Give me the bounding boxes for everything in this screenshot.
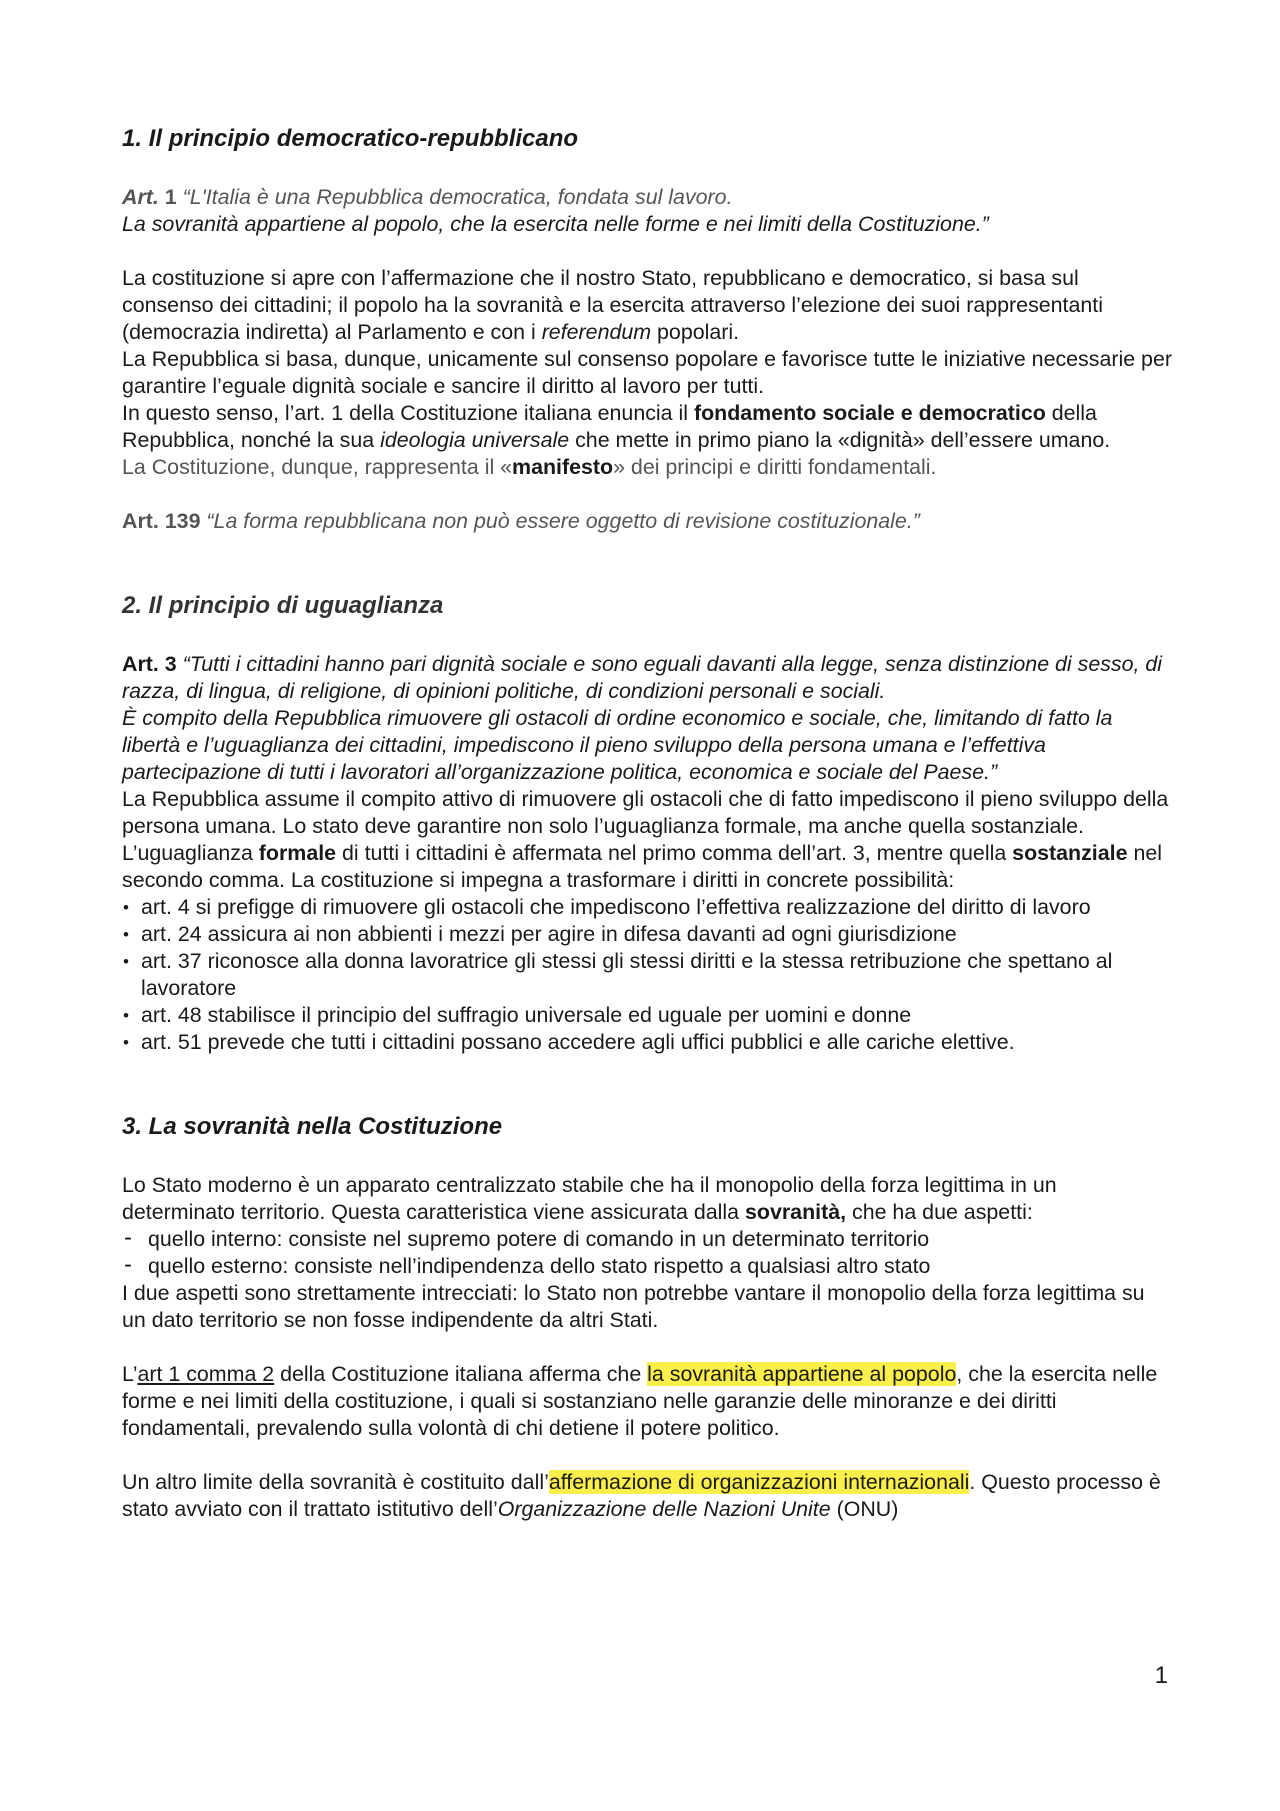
text-span: della Repubblica, nonché la sua [122,401,1097,452]
art-3-text: “Tutti i cittadini hanno pari dignità sociale e sono eguali davanti alla legge, senza distinzione di sesso, di razza, di lingua, di religione, di opinioni politiche, di condizioni personali e sociali. [122,652,1163,703]
section-3-paragraph-3 [122,1361,1172,1442]
art-1-label-prefix: Art. [122,185,159,209]
list-item: • art. 24 assicura ai non abbienti i mezzi per agire in difesa davanti ad ogni giurisdizione [122,921,1172,948]
section-1-title: 1. Il principio democratico-repubblicano [122,125,579,152]
bold-term: sostanziale [1012,841,1128,865]
text-span: La costituzione si apre con l’affermazione che il nostro Stato, repubblicano e democratico, si basa sul consenso dei cittadini; il popolo ha la sovranità e la esercita attraverso l’elezione dei suoi rappresentanti (democrazia indiretta) al Parlamento e con i [122,266,1103,344]
art-3-quote-2: È compito della Repubblica rimuovere gli ostacoli di ordine economico e sociale, che, limitando di fatto la libertà e l’uguaglianza dei cittadini, impediscono il pieno sviluppo della persona umana e l’effettiva partecipazione di tutti i lavoratori all’organizzazione politica, economica e sociale del Paese.” [122,706,1113,784]
text-span: della Costituzione italiana afferma che [274,1362,648,1386]
section-1-paragraph-3 [122,400,1172,454]
italic-term: ideologia universale [380,428,570,452]
art-1-quote-line1: “L'Italia è una Repubblica democratica, fondata sul lavoro. [182,185,733,209]
list-item: • art. 4 si prefigge di rimuovere gli ostacoli che impediscono l’effettiva realizzazione del diritto di lavoro [122,894,1172,921]
section-1-paragraph-1 [122,265,1172,346]
text-span: di tutti i cittadini è affermata nel primo comma dell’art. 3, mentre quella [336,841,1013,865]
articles-bullet-list [122,894,1172,1056]
section-2-paragraph-2 [122,840,1172,894]
bold-term: fondamento sociale e democratico [693,401,1046,425]
italic-term: Organizzazione delle Nazioni Unite [497,1497,831,1521]
art-1-quote-line2: La sovranità appartiene al popolo, che la esercita nelle forme e nei limiti della Costituzione.” [122,212,989,236]
art-3-label: Art. 3 [122,652,177,676]
highlighted-text: affermazione di organizzazioni internazionali [548,1470,970,1494]
bold-term: manifesto [512,455,614,479]
list-item: • art. 51 prevede che tutti i cittadini possano accedere agli uffici pubblici e alle cariche elettive. [122,1029,1172,1056]
bold-term: formale [258,841,337,865]
referendum-term: referendum [541,320,652,344]
text-span: » dei principi e diritti fondamentali. [613,455,937,479]
text-span: In questo senso, l’art. 1 della Costituzione italiana enuncia il [122,401,694,425]
art-139-text: “La forma repubblicana non può essere oggetto di revisione costituzionale.” [200,509,920,533]
list-item: • art. 48 stabilisce il principio del suffragio universale ed uguale per uomini e donne [122,1002,1172,1029]
text-span: che ha due aspetti: [846,1200,1033,1224]
art-139-label: Art. 139 [122,509,201,533]
text-span: La Costituzione, dunque, rappresenta il « [122,455,513,479]
text-span: . Questo processo è stato avviato con il trattato istitutivo dell’ [122,1470,1161,1521]
text-span: Un altro limite della sovranità è costituito dall’ [122,1470,549,1494]
art-3-quote [122,651,1172,705]
bold-term: sovranità, [745,1200,847,1224]
art-139-quote [122,508,1172,535]
text-span: Lo Stato moderno è un apparato centralizzato stabile che ha il monopolio della forza legittima in un determinato territorio. Questa caratteristica viene assicurata dalla [122,1173,1057,1224]
text-span: , che la esercita nelle forme e nei limiti della costituzione, i quali si sostanziano nelle garanzie delle minoranze e dei diritti fondamentali, prevalendo sulla volontà di chi detiene il potere politico. [122,1362,1158,1440]
text-span: (ONU) [830,1497,899,1521]
sovereignty-aspects-list [122,1226,1172,1280]
document-page [122,118,1172,1523]
section-3-title: 3. La sovranità nella Costituzione [122,1113,503,1140]
highlighted-text: la sovranità appartiene al popolo [647,1362,957,1386]
section-2-paragraph-1: La Repubblica assume il compito attivo di rimuovere gli ostacoli che di fatto impediscono il pieno sviluppo della persona umana. Lo stato deve garantire non solo l’uguaglianza formale, ma anche quella sostanziale. [122,787,1169,838]
section-3-paragraph-4 [122,1469,1172,1523]
art-1-label-num: 1 [158,185,183,209]
list-item: - quello interno: consiste nel supremo potere di comando in un determinato territorio [122,1226,1172,1253]
list-item: - quello esterno: consiste nell’indipendenza dello stato rispetto a qualsiasi altro stato [122,1253,1172,1280]
section-1-paragraph-2: La Repubblica si basa, dunque, unicamente sul consenso popolare e favorisce tutte le iniziative necessarie per garantire l’eguale dignità sociale e sancire il diritto al lavoro per tutti. [122,347,1172,398]
text-span: L’uguaglianza [122,841,259,865]
text-span: popolari. [651,320,740,344]
section-1-paragraph-4 [122,454,1172,481]
art-1-quote [122,184,1172,211]
section-2-title: 2. Il principio di uguaglianza [122,592,444,619]
text-span: nel secondo comma. La costituzione si impegna a trasformare i diritti in concrete possibilità: [122,841,1162,892]
underlined-reference: art 1 comma 2 [137,1362,275,1386]
page-number: 1 [1154,1662,1168,1689]
text-span: L’ [122,1362,138,1386]
text-span: che mette in primo piano la «dignità» dell’essere umano. [569,428,1111,452]
list-item: • art. 37 riconosce alla donna lavoratrice gli stessi gli stessi diritti e la stessa retribuzione che spettano al lavoratore [122,948,1172,1002]
section-3-paragraph-2: I due aspetti sono strettamente intrecciati: lo Stato non potrebbe vantare il monopolio della forza legittima su un dato territorio se non fosse indipendente da altri Stati. [122,1281,1145,1332]
section-3-paragraph-1 [122,1172,1172,1226]
